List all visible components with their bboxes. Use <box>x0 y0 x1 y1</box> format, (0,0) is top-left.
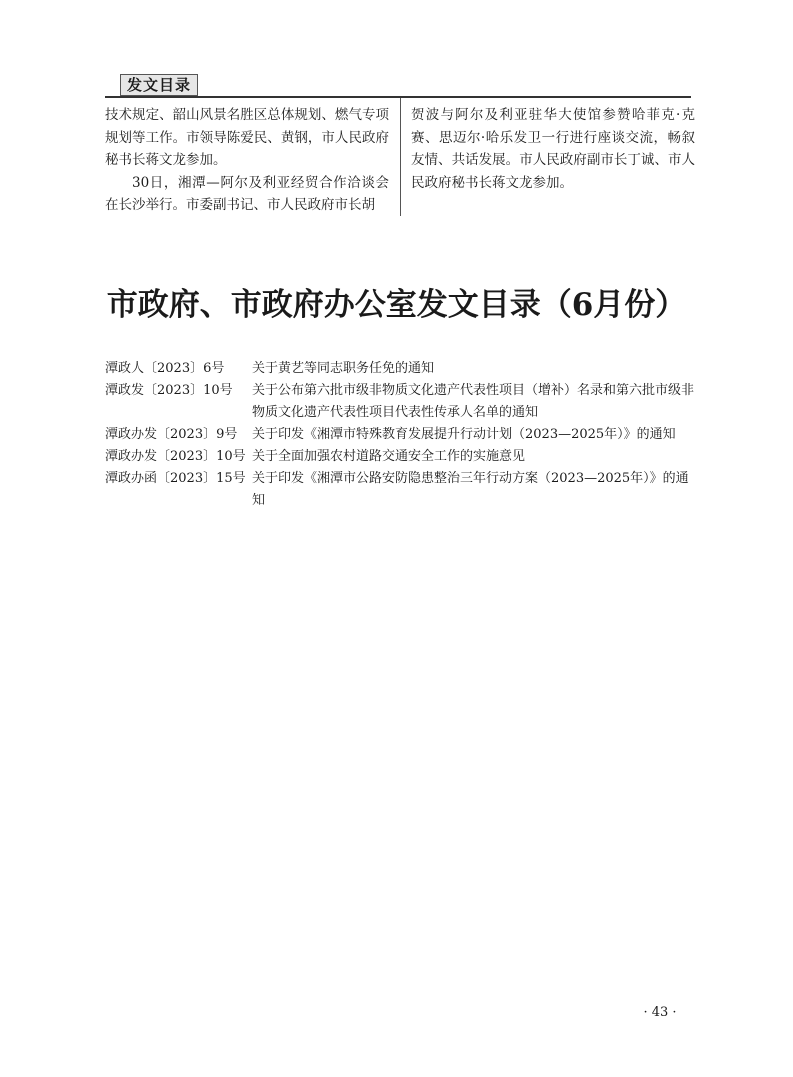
page-title: 市政府、市政府办公室发文目录（6月份） <box>106 287 687 323</box>
document-number: 潭政办发〔2023〕9号 <box>105 427 238 442</box>
left-paragraph-2: 30日，湘潭—阿尔及利亚经贸合作洽谈会在长沙举行。市委副书记、市人民政府市长胡 <box>105 174 389 213</box>
document-name: 关于印发《湘潭市公路安防隐患整治三年行动方案（2023—2025年）》的通知 <box>252 471 689 508</box>
document-number: 潭政办发〔2023〕10号 <box>105 449 246 464</box>
document-row <box>105 424 695 446</box>
document-name: 关于全面加强农村道路交通安全工作的实施意见 <box>252 449 526 464</box>
document-row <box>105 468 695 512</box>
column-divider <box>400 98 401 216</box>
document-number: 潭政人〔2023〕6号 <box>105 361 225 376</box>
section-label: 发文目录 <box>120 74 198 96</box>
right-paragraph-1: 贺波与阿尔及利亚驻华大使馆参赞哈菲克·克赛、思迈尔·哈乐发卫一行进行座谈交流，畅叙友情、共话发展。市人民政府副市长丁诚、市人民政府秘书长蒋文龙参加。 <box>411 107 695 191</box>
document-name: 关于黄艺等同志职务任免的通知 <box>252 361 435 376</box>
left-paragraph-1: 技术规定、韶山风景名胜区总体规划、燃气专项规划等工作。市领导陈爱民、黄钢，市人民政府秘书长蒋文龙参加。 <box>105 107 389 168</box>
left-column <box>105 104 389 217</box>
document-list <box>105 358 695 512</box>
document-name: 关于印发《湘潭市特殊教育发展提升行动计划（2023—2025年）》的通知 <box>252 427 676 442</box>
document-number: 潭政办函〔2023〕15号 <box>105 471 246 486</box>
document-row <box>105 380 695 424</box>
document-row <box>105 446 695 468</box>
right-column <box>411 104 695 194</box>
page-number: · 43 · <box>643 1005 677 1020</box>
document-row <box>105 358 695 380</box>
document-name: 关于公布第六批市级非物质文化遗产代表性项目（增补）名录和第六批市级非物质文化遗产代表性项目代表性传承人名单的通知 <box>252 383 695 420</box>
header-rule <box>105 96 691 98</box>
document-number: 潭政发〔2023〕10号 <box>105 383 233 398</box>
